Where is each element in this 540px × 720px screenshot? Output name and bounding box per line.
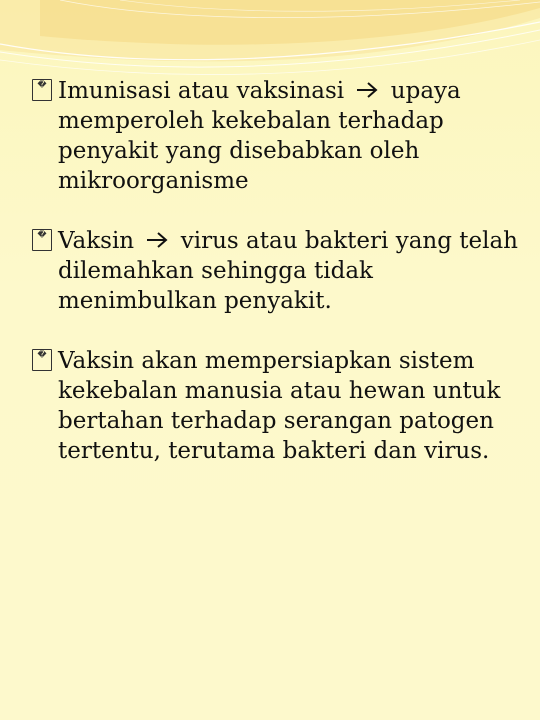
bullet-marker: � bbox=[32, 229, 52, 251]
bullet-marker: � bbox=[32, 79, 52, 101]
bullet-list bbox=[32, 76, 522, 466]
bullet-item-vaksin bbox=[32, 226, 522, 316]
bullet-term: Imunisasi atau vaksinasi bbox=[58, 78, 345, 104]
bullet-item-sistem-kekebalan bbox=[32, 346, 522, 466]
arrow-right-icon bbox=[355, 81, 379, 99]
bullet-term: Vaksin bbox=[58, 228, 135, 254]
bullet-text: Vaksin akan mempersiapkan sistem kekebalan manusia atau hewan untuk bertahan terhadap serangan patogen tertentu, terutama bakteri dan virus. bbox=[58, 348, 501, 464]
bullet-definition: upaya memperoleh kekebalan terhadap penyakit yang disebabkan oleh mikroorganisme bbox=[58, 78, 461, 194]
bullet-definition: virus atau bakteri yang telah dilemahkan sehingga tidak menimbulkan penyakit. bbox=[58, 228, 518, 314]
arrow-right-icon bbox=[145, 231, 169, 249]
bullet-marker: � bbox=[32, 349, 52, 371]
bullet-item-imunisasi bbox=[32, 76, 522, 196]
